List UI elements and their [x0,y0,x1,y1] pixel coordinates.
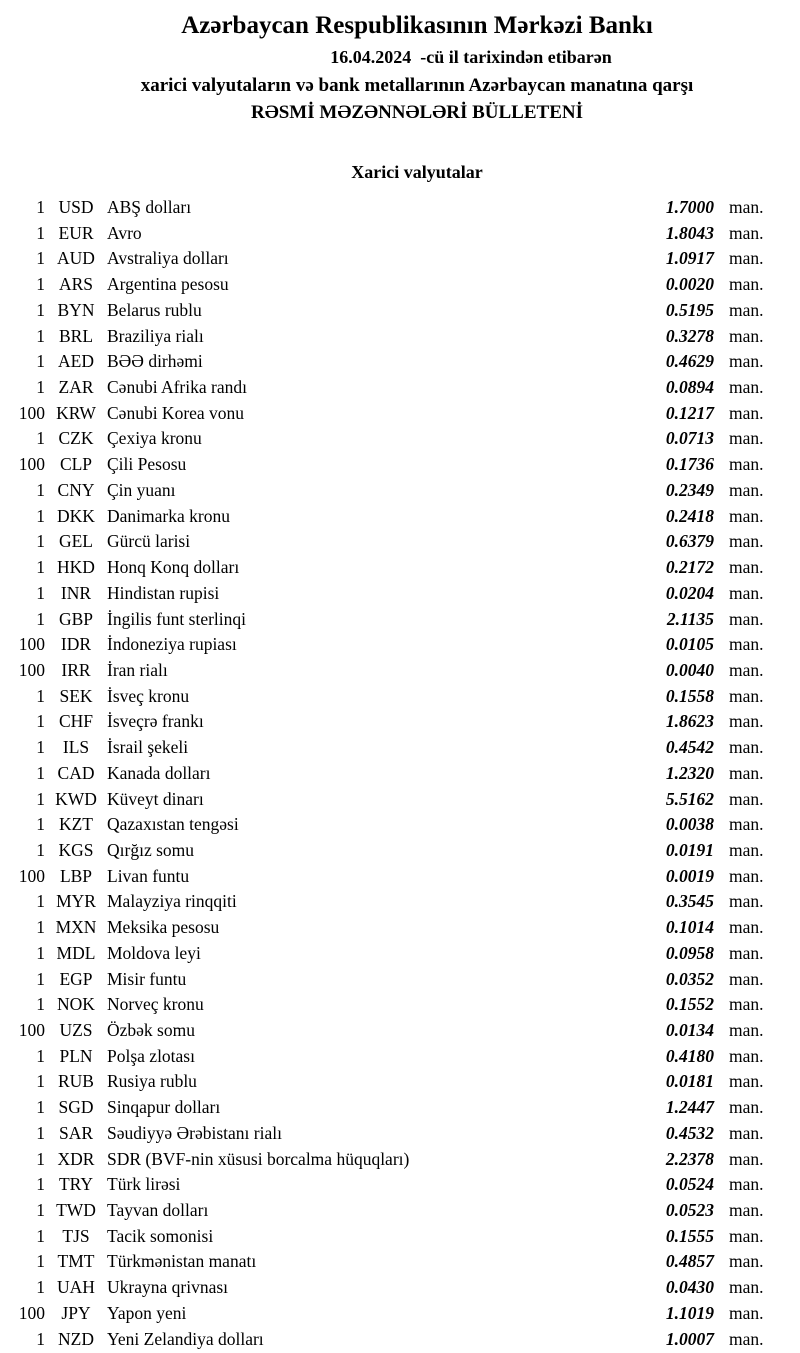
table-row [0,504,800,530]
currency-name: Yeni Zelandiya dolları [107,1328,264,1349]
table-row [0,761,800,787]
rate-value: 0.0430 [665,1277,714,1298]
currency-code: KRW [56,402,96,423]
rate-value: 0.5195 [665,299,714,320]
currency-code: TJS [62,1225,90,1246]
rate-quantity: 1 [36,505,45,526]
rate-value: 0.1555 [665,1225,714,1246]
unit-label: man. [729,1302,764,1323]
unit-label: man. [729,1200,764,1221]
table-row [0,632,800,658]
rate-value: 0.0713 [665,428,714,449]
currency-name: ABŞ dolları [107,197,192,217]
unit-label: man. [729,865,764,886]
currency-name: İngilis funt sterlinqi [107,608,247,629]
rate-quantity: 1 [36,325,45,346]
currency-code: NOK [57,994,95,1015]
rate-value: 0.1558 [665,685,714,706]
table-row [0,1172,800,1198]
unit-label: man. [729,1225,764,1246]
table-row [0,298,800,324]
table-row [0,941,800,967]
rate-value: 0.4629 [665,351,714,372]
table-row [0,529,800,555]
rate-value: 0.4180 [665,1045,714,1066]
table-row [0,1147,800,1173]
rate-value: 0.0894 [665,377,714,398]
currency-code: UAH [57,1277,95,1298]
rate-quantity: 1 [36,1174,45,1195]
rate-value: 0.2172 [665,557,714,578]
currency-name: Cənubi Korea vonu [107,402,245,423]
rate-quantity: 1 [36,222,45,243]
rate-quantity: 1 [36,814,45,835]
rate-quantity: 1 [36,557,45,578]
table-row [0,1095,800,1121]
rate-quantity: 100 [18,402,45,423]
currency-code: MYR [56,891,96,912]
currency-name: Danimarka kronu [107,505,230,526]
currency-code: RUB [58,1071,94,1092]
rate-value: 1.1019 [665,1302,714,1323]
currency-code: GEL [58,531,94,552]
rate-quantity: 1 [36,1277,45,1298]
rate-value: 0.4857 [665,1251,714,1272]
currency-code: XDR [57,1148,95,1169]
currency-code: HKD [57,557,95,578]
currency-code: CAD [57,762,95,783]
unit-label: man. [729,274,764,295]
currency-name: Səudiyyə Ərəbistanı rialı [107,1122,282,1143]
rate-value: 0.0352 [665,968,714,989]
unit-label: man. [729,1277,764,1298]
currency-code: CNY [57,479,95,500]
rate-quantity: 1 [36,711,45,732]
currency-code: IRR [61,659,91,680]
unit-label: man. [729,839,764,860]
currency-code: ILS [62,737,90,758]
table-row [0,1044,800,1070]
rate-quantity: 1 [36,299,45,320]
rate-value: 2.1135 [666,608,714,629]
rate-quantity: 1 [36,1200,45,1221]
unit-label: man. [729,788,764,809]
rate-quantity: 1 [36,428,45,449]
table-row [0,1018,800,1044]
rate-value: 1.2320 [665,762,714,783]
table-row [0,1301,800,1327]
currency-name: Avro [107,222,142,243]
rate-quantity: 1 [36,1122,45,1143]
rate-quantity: 1 [36,248,45,269]
rate-quantity: 1 [36,994,45,1015]
unit-label: man. [729,479,764,500]
currency-code: GBP [58,608,94,629]
currency-name: Cənubi Afrika randı [107,377,247,398]
currency-name: Ukrayna qrivnası [107,1277,229,1298]
rate-quantity: 100 [18,634,45,655]
currency-name: Çin yuanı [107,479,176,500]
unit-label: man. [729,917,764,938]
currency-code: INR [60,582,92,603]
currency-code: EGP [59,968,93,989]
rate-quantity: 1 [36,942,45,963]
unit-label: man. [729,505,764,526]
rate-value: 2.2378 [665,1148,714,1169]
rate-value: 0.0040 [665,659,714,680]
rate-value: 1.2447 [665,1097,714,1118]
currency-name: İndoneziya rupiası [107,634,237,655]
rate-quantity: 1 [36,891,45,912]
currency-name: Braziliya rialı [107,325,204,346]
currency-code: IDR [60,634,92,655]
rate-value: 0.1736 [665,454,714,475]
currency-name: BƏƏ dirhəmi [107,351,203,372]
unit-label: man. [729,402,764,423]
unit-label: man. [729,1148,764,1169]
rate-value: 1.8623 [665,711,714,732]
unit-label: man. [729,1251,764,1272]
currency-name: Çexiya kronu [107,428,202,449]
rate-quantity: 1 [36,685,45,706]
rate-quantity: 100 [18,454,45,475]
table-row [0,1275,800,1301]
currency-code: TWD [56,1200,96,1221]
currency-name: Polşa zlotası [107,1045,195,1066]
rate-value: 0.0181 [665,1071,714,1092]
table-row [0,1121,800,1147]
rate-quantity: 100 [18,659,45,680]
currency-code: KGS [58,839,94,860]
rate-quantity: 100 [18,865,45,886]
currency-code: CHF [58,711,94,732]
currency-code: TMT [57,1251,95,1272]
rate-quantity: 1 [36,1148,45,1169]
unit-label: man. [729,582,764,603]
rate-value: 0.2418 [665,505,714,526]
unit-label: man. [729,711,764,732]
table-row [0,452,800,478]
rate-quantity: 1 [36,274,45,295]
currency-name: Honq Konq dolları [107,557,240,578]
currency-code: SAR [58,1122,94,1143]
rate-value: 0.0020 [665,274,714,295]
table-row [0,864,800,890]
unit-label: man. [729,1097,764,1118]
currency-code: NZD [58,1328,94,1349]
rate-quantity: 1 [36,479,45,500]
currency-code: TRY [58,1174,94,1195]
rate-quantity: 1 [36,377,45,398]
currency-name: Sinqapur dolları [107,1097,221,1118]
rate-quantity: 1 [36,608,45,629]
currency-name: Moldova leyi [107,942,201,963]
currency-name: Hindistan rupisi [107,582,220,603]
table-row [0,607,800,633]
rate-value: 0.3545 [665,891,714,912]
table-row [0,787,800,813]
rate-quantity: 1 [36,1225,45,1246]
currency-code: ARS [58,274,94,295]
rate-quantity: 1 [36,1071,45,1092]
currency-name: Yapon yeni [107,1302,187,1323]
currency-name: Meksika pesosu [107,917,220,938]
table-row [0,1198,800,1224]
unit-label: man. [729,428,764,449]
table-row [0,1069,800,1095]
bulletin-title: RƏSMİ MƏZƏNNƏLƏRİ BÜLLETENİ [250,102,583,123]
currency-code: AED [58,351,94,372]
currency-name: İsveç kronu [107,685,190,706]
currency-name: Küveyt dinarı [107,788,204,809]
rate-value: 0.1552 [665,994,714,1015]
unit-label: man. [729,351,764,372]
rate-quantity: 1 [36,531,45,552]
rate-quantity: 1 [36,197,45,217]
rate-quantity: 1 [36,788,45,809]
rate-value: 0.0191 [665,839,714,860]
rate-value: 5.5162 [665,788,714,809]
currency-name: Qazaxıstan tengəsi [107,814,239,835]
section-title-foreign-currencies: Xarici valyutalar [351,162,483,182]
table-row [0,992,800,1018]
rate-quantity: 1 [36,582,45,603]
currency-code: KZT [58,814,94,835]
currency-code: DKK [57,505,95,526]
unit-label: man. [729,608,764,629]
rate-value: 1.7000 [665,197,714,217]
unit-label: man. [729,994,764,1015]
table-row [0,555,800,581]
currency-code: MXN [55,917,97,938]
currency-name: Tayvan dolları [107,1200,209,1221]
currency-code: KWD [55,788,97,809]
unit-label: man. [729,531,764,552]
table-row [0,375,800,401]
unit-label: man. [729,942,764,963]
table-row [0,324,800,350]
rate-quantity: 1 [36,351,45,372]
currency-code: BYN [57,299,95,320]
rate-value: 0.0204 [665,582,714,603]
rate-value: 0.0524 [665,1174,714,1195]
table-row [0,246,800,272]
rate-quantity: 1 [36,1097,45,1118]
rate-value: 0.4532 [665,1122,714,1143]
currency-code: ZAR [58,377,94,398]
table-row [0,709,800,735]
table-row [0,272,800,298]
table-row [0,195,800,221]
table-row [0,812,800,838]
currency-code: PLN [59,1045,93,1066]
unit-label: man. [729,968,764,989]
rate-value: 1.8043 [665,222,714,243]
currency-name: İsveçrə frankı [107,711,204,732]
currency-name: Türk lirəsi [107,1174,181,1195]
table-row [0,915,800,941]
rate-value: 0.0523 [665,1200,714,1221]
currency-name: Rusiya rublu [107,1071,197,1092]
currency-name: Malayziya rinqqiti [107,891,237,912]
currency-name: Norveç kronu [107,994,204,1015]
currency-name: İran rialı [107,659,168,680]
rate-value: 0.0038 [665,814,714,835]
rate-quantity: 1 [36,839,45,860]
unit-label: man. [729,1020,764,1040]
effective-date-line: 16.04.2024 -cü il tarixindən etibarən [330,47,612,67]
unit-label: man. [729,325,764,346]
bank-name-title: Azərbaycan Respublikasının Mərkəzi Bankı [181,12,653,39]
unit-label: man. [729,377,764,398]
table-row [0,1224,800,1250]
rate-value: 0.1217 [665,402,714,423]
rate-value: 0.6379 [665,531,714,552]
currency-code: CLP [59,454,93,475]
currency-name: Misir funtu [107,968,187,989]
currency-name: SDR (BVF-nin xüsusi borcalma hüquqları) [107,1148,410,1169]
currency-name: Kanada dolları [107,762,211,783]
unit-label: man. [729,762,764,783]
rate-quantity: 1 [36,968,45,989]
table-row [0,221,800,247]
currency-code: EUR [58,222,94,243]
currency-name: Livan funtu [107,865,190,886]
unit-label: man. [729,1071,764,1092]
currency-name: Çili Pesosu [107,454,187,475]
table-row [0,658,800,684]
unit-label: man. [729,1122,764,1143]
rate-value: 1.0007 [665,1328,714,1349]
currency-name: İsrail şekeli [107,737,189,758]
rates-table [0,195,800,1352]
unit-label: man. [729,814,764,835]
unit-label: man. [729,557,764,578]
currency-code: AUD [57,248,95,269]
currency-name: Qırğız somu [107,839,195,860]
unit-label: man. [729,634,764,655]
table-row [0,1249,800,1275]
rate-value: 0.0958 [665,942,714,963]
table-row [0,401,800,427]
unit-label: man. [729,197,764,217]
unit-label: man. [729,248,764,269]
rate-value: 0.0134 [665,1020,714,1040]
currency-code: JPY [61,1302,91,1323]
currency-name: Avstraliya dolları [107,248,229,269]
unit-label: man. [729,299,764,320]
rate-quantity: 1 [36,737,45,758]
currency-code: SGD [58,1097,94,1118]
currency-code: CZK [58,428,94,449]
currency-code: MDL [56,942,96,963]
table-row [0,581,800,607]
rate-value: 0.0019 [665,865,714,886]
unit-label: man. [729,1174,764,1195]
currency-code: UZS [59,1020,93,1040]
bulletin-subtitle: xarici valyutaların və bank metallarının Azərbaycan manatına qarşı [140,75,694,96]
unit-label: man. [729,659,764,680]
currency-name: Türkmənistan manatı [107,1251,257,1272]
rate-value: 1.0917 [665,248,714,269]
currency-code: SEK [59,685,93,706]
currency-code: USD [58,197,94,217]
rate-quantity: 100 [18,1302,45,1323]
unit-label: man. [729,454,764,475]
table-row [0,1327,800,1353]
unit-label: man. [729,685,764,706]
unit-label: man. [729,222,764,243]
rate-value: 0.4542 [665,737,714,758]
table-row [0,684,800,710]
rate-quantity: 1 [36,1045,45,1066]
currency-code: LBP [59,865,93,886]
unit-label: man. [729,1328,764,1349]
currency-name: Argentina pesosu [107,274,229,295]
unit-label: man. [729,891,764,912]
rate-quantity: 1 [36,917,45,938]
currency-name: Belarus rublu [107,299,202,320]
rate-quantity: 100 [18,1020,45,1040]
unit-label: man. [729,1045,764,1066]
table-row [0,838,800,864]
rate-value: 0.0105 [665,634,714,655]
table-row [0,735,800,761]
rate-quantity: 1 [36,1251,45,1272]
rate-value: 0.2349 [665,479,714,500]
table-row [0,426,800,452]
rate-value: 0.1014 [665,917,714,938]
rate-value: 0.3278 [665,325,714,346]
currency-name: Özbək somu [107,1020,195,1040]
currency-name: Tacik somonisi [107,1225,214,1246]
currency-name: Gürcü larisi [107,531,191,552]
unit-label: man. [729,737,764,758]
table-row [0,349,800,375]
rate-quantity: 1 [36,762,45,783]
table-row [0,967,800,993]
table-row [0,478,800,504]
rate-quantity: 1 [36,1328,45,1349]
table-row [0,889,800,915]
currency-code: BRL [58,325,94,346]
